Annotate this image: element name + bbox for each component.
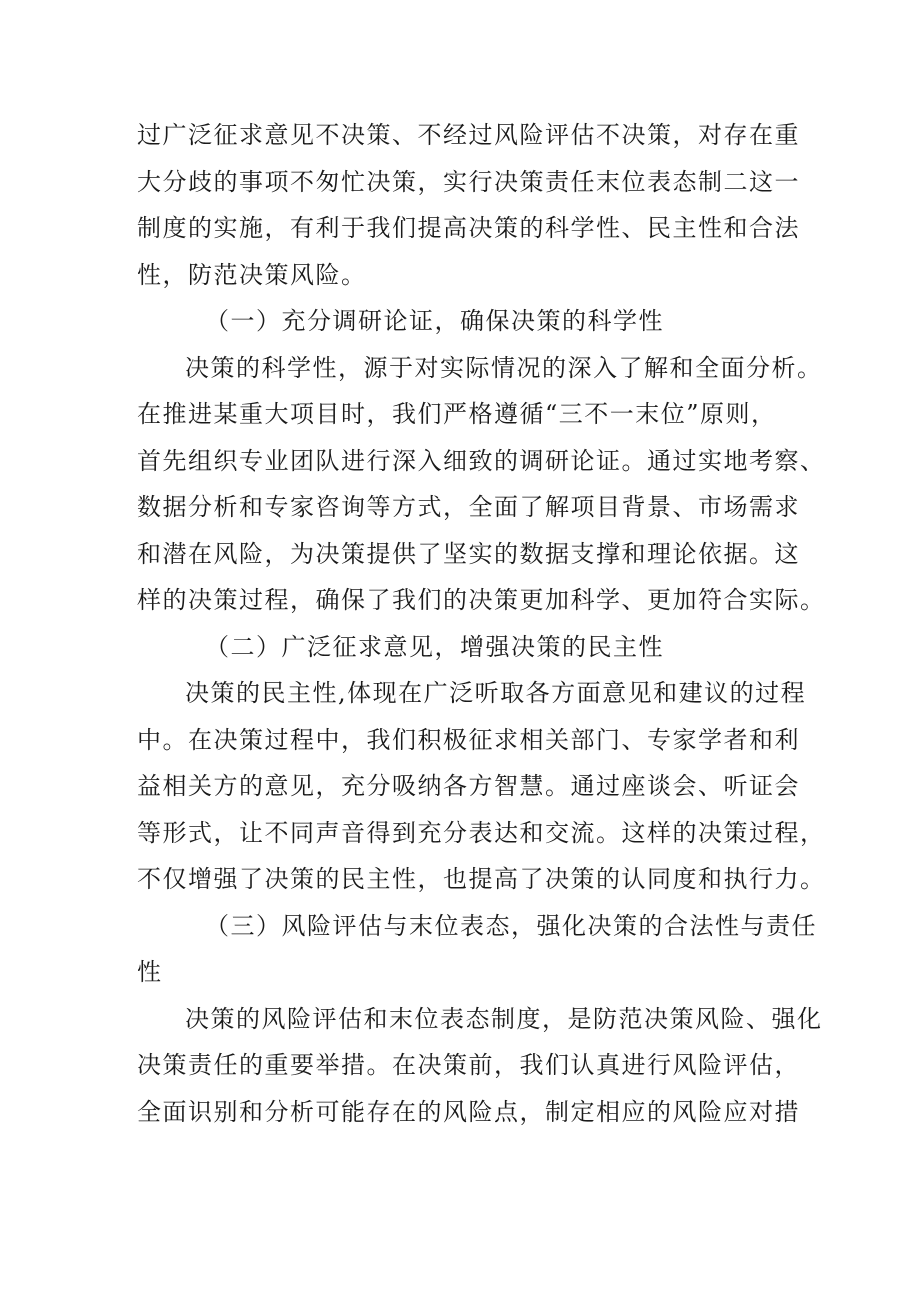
text-line: 数据分析和专家咨询等方式，全面了解项目背景、市场需求 [137,493,800,521]
text-line: 不仅增强了决策的民主性，也提高了决策的认同度和执行力。 [137,865,826,893]
text-line: 决策的科学性，源于对实际情况的深入了解和全面分析。 [185,353,823,382]
section-heading: （一）充分调研论证，确保决策的科学性 [205,307,664,335]
text-line: 过广泛征求意见不决策、不经过风险评估不决策，对存在重 [137,121,800,149]
document-body [137,112,826,1135]
text-line: 性 [137,958,163,986]
text-line: 制度的实施，有利于我们提高决策的科学性、民主性和合法 [137,214,800,242]
text-line: 全面识别和分析可能存在的风险点，制定相应的风险应对措 [137,1097,800,1126]
text-line: 首先组织专业团队进行深入细致的调研论证。通过实地考察、 [137,446,826,475]
text-line: 中。在决策过程中，我们积极征求相关部门、专家学者和利 [137,725,800,754]
text-line: 决策的民主性,体现在广泛听取各方面意见和建议的过程 [185,679,807,707]
text-line: 益相关方的意见，充分吸纳各方智慧。通过座谈会、听证会 [137,772,800,800]
text-line: 和潜在风险，为决策提供了坚实的数据支撑和理论依据。这 [137,539,800,568]
text-line: 决策责任的重要举措。在决策前，我们认真进行风险评估， [137,1051,800,1079]
section-heading: （二）广泛征求意见，增强决策的民主性 [205,632,664,661]
text-line: 性，防范决策风险。 [137,260,367,289]
text-line: 样的决策过程，确保了我们的决策更加科学、更加符合实际。 [137,586,826,614]
text-line: 大分歧的事项不匆忙决策，实行决策责任末位表态制二这一 [137,167,800,196]
text-line: 等形式，让不同声音得到充分表达和交流。这样的决策过程， [137,818,826,847]
text-line: 在推进某重大项目时，我们严格遵循“三不一末位”原则， [137,400,777,428]
section-heading: （三）风险评估与末位表态，强化决策的合法性与责任 [205,911,817,940]
text-line: 决策的风险评估和末位表态制度，是防范决策风险、强化 [185,1004,823,1033]
